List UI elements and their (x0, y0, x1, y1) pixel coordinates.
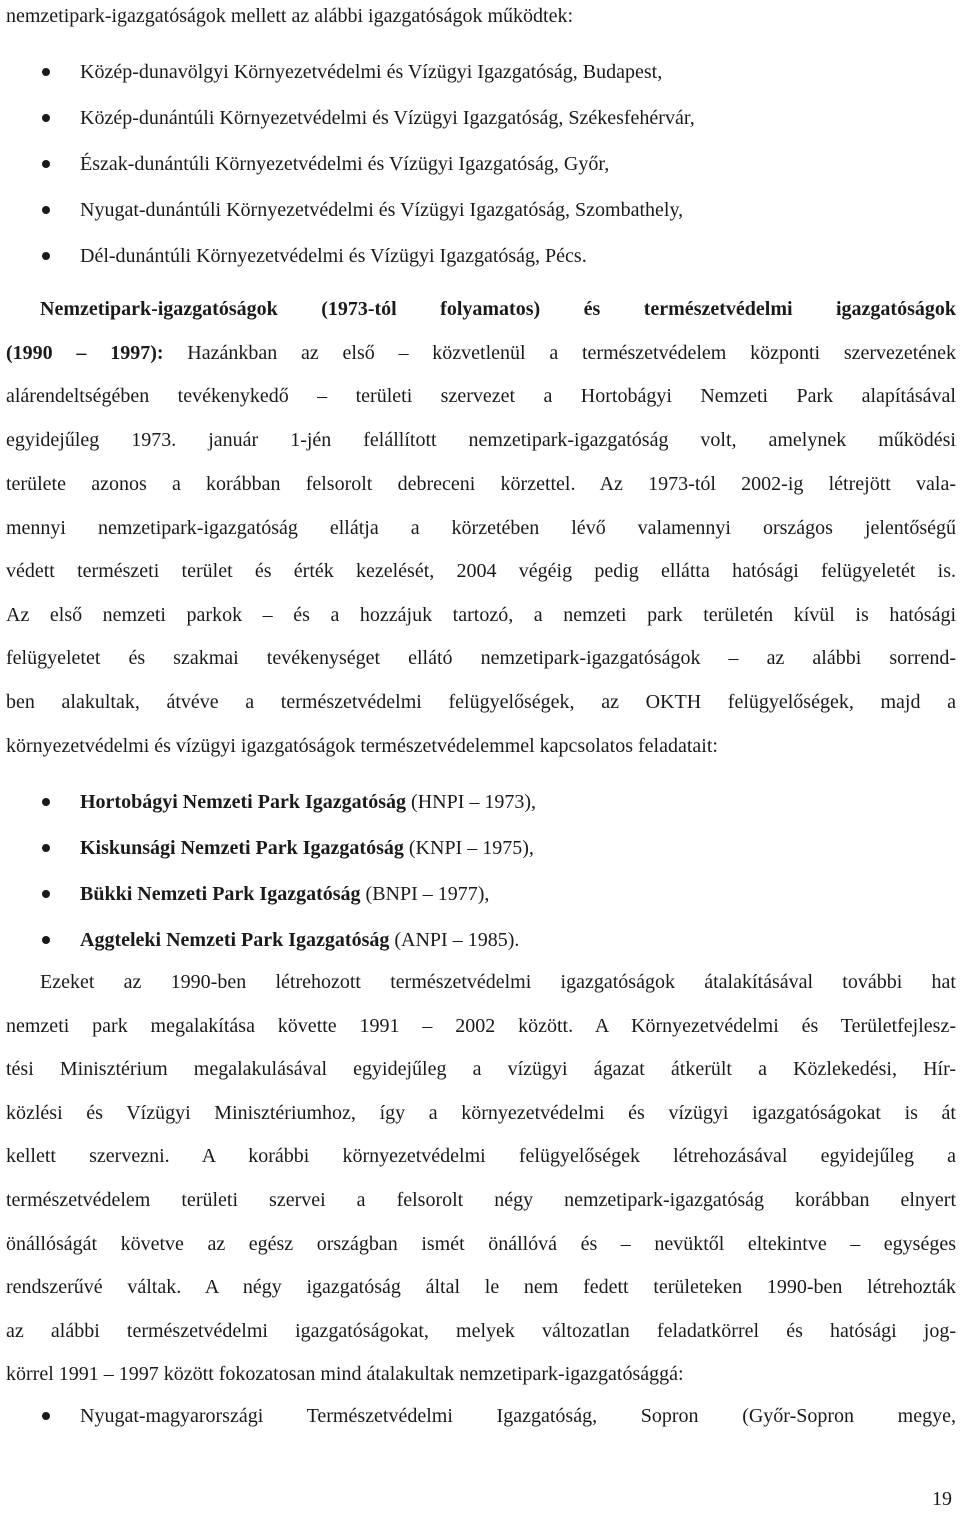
paragraph-line: körrel 1991 – 1997 között fokozatosan mind átalakultak nemzetipark-igazgatósággá: (6, 1363, 684, 1385)
paragraph-line: az alábbi természetvédelmi igazgatóságokat, melyek változatlan feladatkörrel és hatósági jog- (6, 1320, 956, 1342)
paragraph-line: közlési és Vízügyi Minisztériumhoz, így a környezetvédelmi és vízügyi igazgatóságokat is át (6, 1102, 956, 1124)
bullet-icon (42, 798, 50, 806)
bullet-icon (42, 114, 50, 122)
paragraph-line: rendszerűvé váltak. A négy igazgatóság által le nem fedett területeken 1990-ben létrehozták (6, 1276, 956, 1298)
paragraph-line: Az első nemzeti parkok – és a hozzájuk tartozó, a nemzeti park területén kívül is hatósági (6, 604, 956, 626)
bullet-icon (42, 936, 50, 944)
list-item: Nyugat-dunántúli Környezetvédelmi és Vízügyi Igazgatóság, Szombathely, (80, 199, 684, 221)
paragraph-line: ben alakultak, átvéve a természetvédelmi felügyelőségek, az OKTH felügyelőségek, majd a (6, 691, 956, 713)
page-number: 19 (932, 1488, 952, 1510)
list-item: Dél-dunántúli Környezetvédelmi és Vízügyi Igazgatóság, Pécs. (80, 245, 587, 267)
paragraph-line: (1990 – 1997): Hazánkban az első – közvetlenül a természetvédelem központi szervezetének (6, 342, 956, 364)
bullet-icon (42, 68, 50, 76)
list-item: Bükki Nemzeti Park Igazgatóság (BNPI – 1977), (80, 883, 490, 905)
bullet-icon (42, 252, 50, 260)
list-item: Közép-dunántúli Környezetvédelmi és Vízügyi Igazgatóság, Székesfehérvár, (80, 107, 695, 129)
bullet-icon (42, 1412, 50, 1420)
bullet-icon (42, 206, 50, 214)
bullet-icon (42, 844, 50, 852)
paragraph-line: kellett szervezni. A korábbi környezetvédelmi felügyelőségek létrehozásával egyidejűleg a (6, 1145, 956, 1167)
paragraph-line: területe azonos a korábban felsorolt debreceni körzettel. Az 1973-tól 2002-ig létrejött vala- (6, 473, 956, 495)
bullet-icon (42, 890, 50, 898)
paragraph-line: környezetvédelmi és vízügyi igazgatóságok természetvédelemmel kapcsolatos feladatait: (6, 735, 718, 757)
bullet-icon (42, 160, 50, 168)
paragraph-line: tési Minisztérium megalakulásával egyidejűleg a vízügyi ágazat átkerült a Közlekedési, Hír- (6, 1058, 956, 1080)
list-item: Kiskunsági Nemzeti Park Igazgatóság (KNPI – 1975), (80, 837, 534, 859)
paragraph-line: egyidejűleg 1973. január 1-jén felállított nemzetipark-igazgatóság volt, amelynek működési (6, 429, 956, 451)
paragraph-line: önállóságát követve az egész országban ismét önállóvá és – nevüktől eltekintve – egységes (6, 1233, 956, 1255)
paragraph-line: nemzeti park megalakítása követte 1991 – 2002 között. A Környezetvédelmi és Területfejlesz- (6, 1015, 956, 1037)
paragraph-heading: Nemzetipark-igazgatóságok (1973-tól folyamatos) és természetvédelmi igazgatóságok (40, 298, 956, 320)
paragraph-line: védett természeti terület és érték kezelését, 2004 végéig pedig ellátta hatósági felügyeletét is. (6, 560, 956, 582)
list-item: Nyugat-magyarországi Természetvédelmi Igazgatóság, Sopron (Győr-Sopron megye, (80, 1405, 956, 1427)
paragraph-line: mennyi nemzetipark-igazgatóság ellátja a körzetében lévő valamennyi országos jelentőségű (6, 517, 956, 539)
list-item: Hortobágyi Nemzeti Park Igazgatóság (HNPI – 1973), (80, 791, 537, 813)
paragraph-line: természetvédelem területi szervei a felsorolt négy nemzetipark-igazgatóság korábban elnyert (6, 1189, 956, 1211)
paragraph-line: alárendeltségében tevékenykedő – területi szervezet a Hortobágyi Nemzeti Park alapításával (6, 385, 956, 407)
paragraph-line: felügyeletet és szakmai tevékenységet ellátó nemzetipark-igazgatóságok – az alábbi sorrend- (6, 647, 956, 669)
list-item: Észak-dunántúli Környezetvédelmi és Vízügyi Igazgatóság, Győr, (80, 153, 610, 175)
intro-line: nemzetipark-igazgatóságok mellett az alábbi igazgatóságok működtek: (6, 5, 574, 27)
list-item: Közép-dunavölgyi Környezetvédelmi és Vízügyi Igazgatóság, Budapest, (80, 61, 663, 83)
list-item: Aggteleki Nemzeti Park Igazgatóság (ANPI – 1985). (80, 929, 520, 951)
paragraph-line: Ezeket az 1990-ben létrehozott természetvédelmi igazgatóságok átalakításával további hat (40, 971, 956, 993)
